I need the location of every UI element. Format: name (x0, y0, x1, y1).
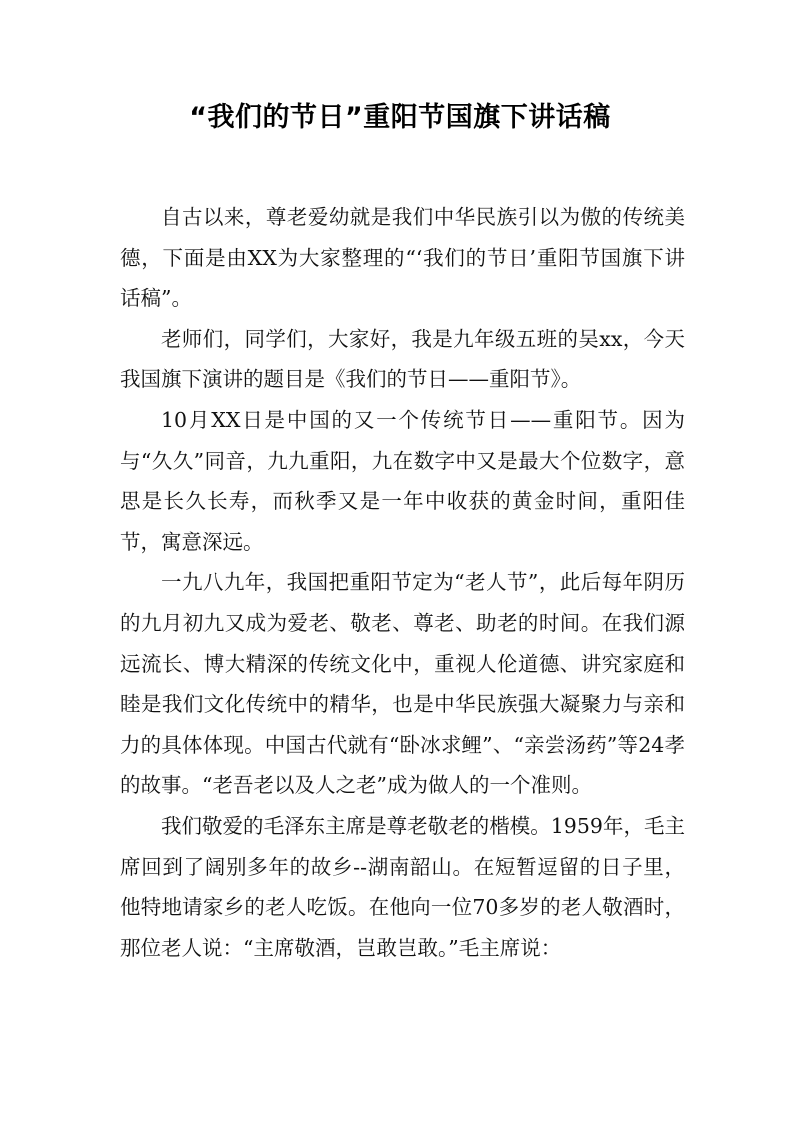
paragraph-intro: 自古以来，尊老爱幼就是我们中华民族引以为傲的传统美德，下面是由XX为大家整理的“‘我们的节日’重阳节国旗下讲话稿”。 (120, 205, 685, 311)
paragraph-elders-day: 一九八九年，我国把重阳节定为“老人节”，此后每年阴历的九月初九又成为爱老、敬老、尊老、助老的时间。在我们源远流长、博大精深的传统文化中，重视人伦道德、讲究家庭和睦是我们文化传统中的精华，也是中华民族强大凝聚力与亲和力的具体体现。中国古代就有“卧冰求鲤”、“亲尝汤药”等24孝的故事。“老吾老以及人之老”成为做人的一个准则。 (120, 570, 685, 798)
paragraph-greeting: 老师们，同学们，大家好，我是九年级五班的吴xx，今天我国旗下演讲的题目是《我们的节日——重阳节》。 (120, 326, 685, 392)
document-title: “我们的节日”重阳节国旗下讲话稿 (189, 102, 611, 133)
paragraph-festival-date: 10月XX日是中国的又一个传统节日——重阳节。因为与“久久”同音，九九重阳，九在数字中又是最大个位数字，意思是长久长寿，而秋季又是一年中收获的黄金时间，重阳佳节，寓意深远。 (120, 407, 685, 554)
document-body (120, 197, 685, 968)
paragraph-chairman-mao: 我们敬爱的毛泽东主席是尊老敬老的楷模。1959年，毛主席回到了阔别多年的故乡--湖南韶山。在短暂逗留的日子里，他特地请家乡的老人吃饭。在他向一位70多岁的老人敬酒时，那位老人说：“主席敬酒，岂敢岂敢。”毛主席说： (120, 813, 685, 960)
